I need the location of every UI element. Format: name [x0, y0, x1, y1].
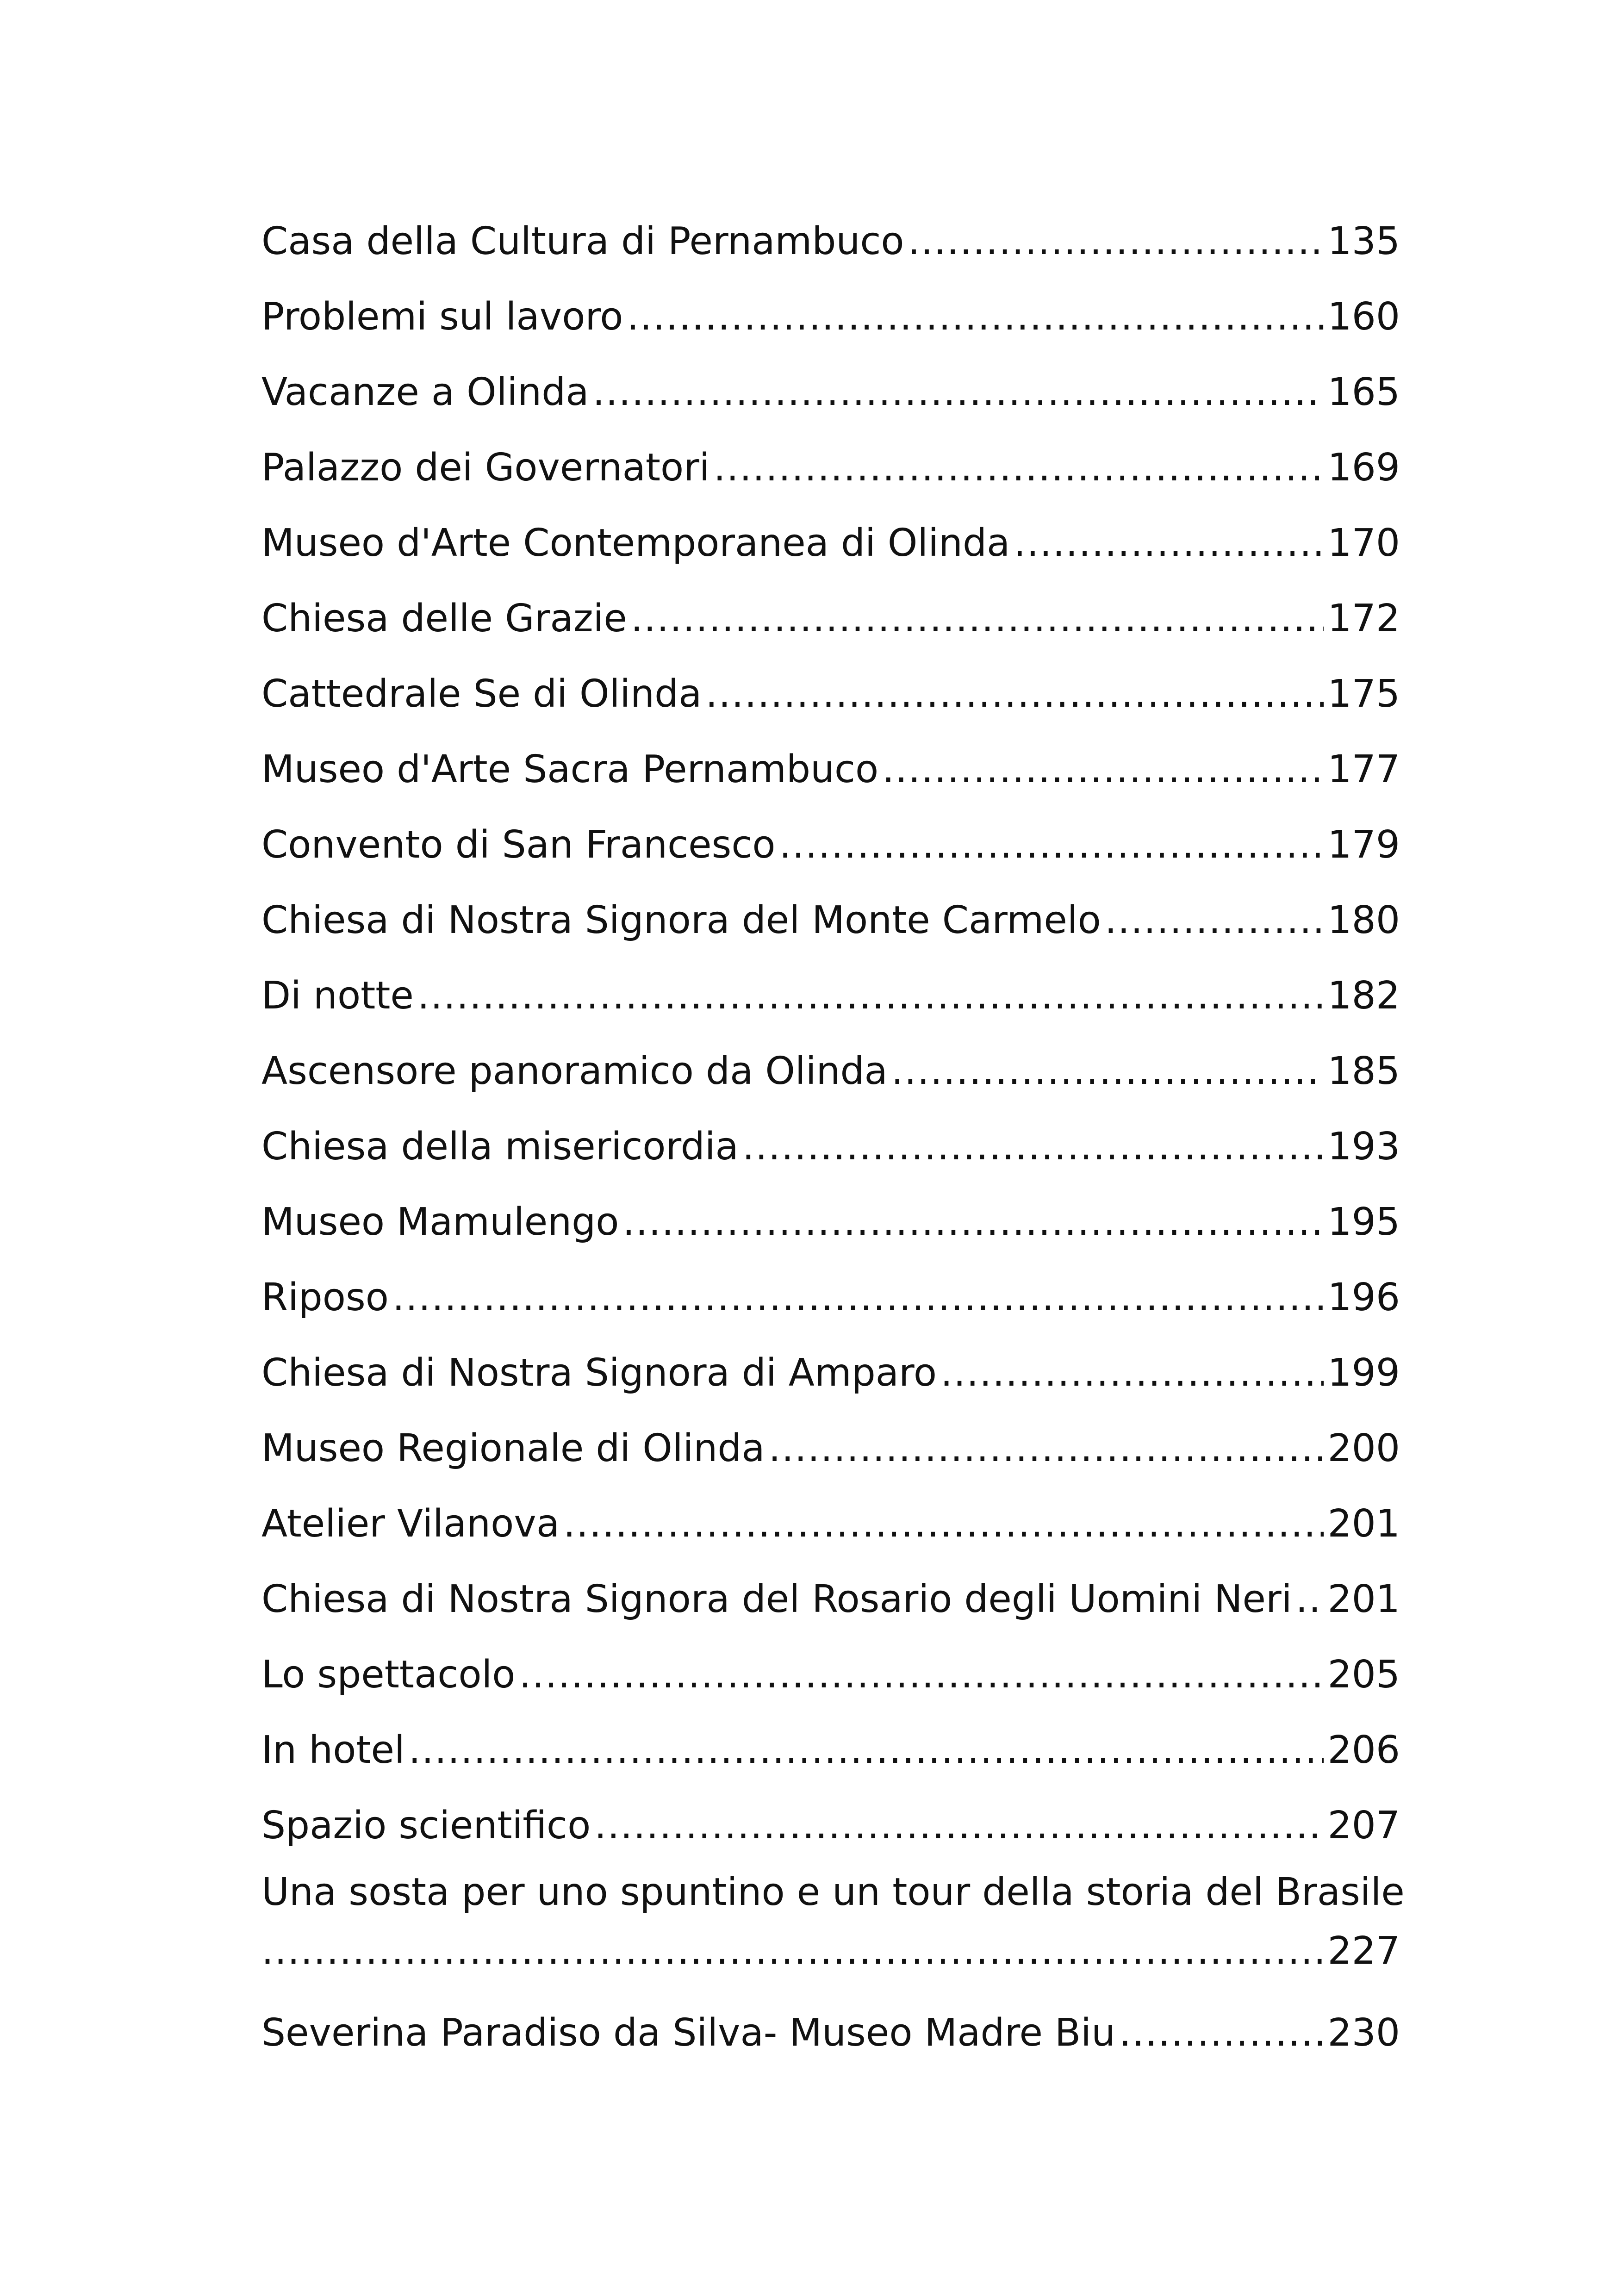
dot-leader — [1105, 883, 1324, 958]
toc-entry-page-number: 172 — [1327, 597, 1400, 641]
toc-entry-title: Casa della Cultura di Pernambuco — [261, 219, 904, 263]
toc-entry-page-number: 227 — [1327, 1929, 1400, 1973]
dot-leader — [779, 807, 1324, 883]
toc-entry-title: Museo d'Arte Contemporanea di Olinda — [261, 521, 1010, 565]
toc-entry — [261, 581, 1400, 656]
toc-entry — [261, 1995, 1400, 2071]
toc-entry — [261, 1109, 1400, 1184]
toc-entry-leader-line — [261, 1921, 1400, 1995]
toc-entry — [261, 1184, 1400, 1260]
toc-entry-page-number: 199 — [1327, 1351, 1400, 1395]
toc-entry-title: Chiesa di Nostra Signora del Rosario degli Uomini Neri — [261, 1577, 1292, 1621]
toc-entry-page-number: 182 — [1327, 974, 1400, 1018]
toc-entry-page-number: 207 — [1327, 1804, 1400, 1848]
dot-leader — [705, 656, 1324, 732]
toc-entry-title: Atelier Vilanova — [261, 1502, 560, 1546]
toc-entry-title: Cattedrale Se di Olinda — [261, 672, 702, 716]
toc-entry-page-number: 206 — [1327, 1728, 1400, 1772]
toc-entry-title: Problemi sul lavoro — [261, 295, 623, 339]
toc-entry-title: Chiesa delle Grazie — [261, 597, 627, 641]
toc-entry — [261, 204, 1400, 279]
toc-entry — [261, 656, 1400, 732]
toc-entry-page-number: 205 — [1327, 1653, 1400, 1697]
toc-entry — [261, 1411, 1400, 1486]
dot-leader — [1296, 1562, 1324, 1637]
toc-entry-title: In hotel — [261, 1728, 405, 1772]
toc-entry — [261, 1260, 1400, 1335]
dot-leader — [627, 279, 1324, 355]
dot-leader — [417, 958, 1324, 1033]
toc-entry — [261, 958, 1400, 1033]
dot-leader — [882, 732, 1324, 807]
toc-entry — [261, 1863, 1405, 1995]
toc-entry-title: Museo d'Arte Sacra Pernambuco — [261, 747, 879, 791]
dot-leader — [392, 1260, 1324, 1335]
dot-leader — [409, 1712, 1324, 1788]
toc-entry — [261, 505, 1400, 581]
toc-entry-page-number: 165 — [1327, 370, 1400, 414]
toc-entry-page-number: 201 — [1327, 1577, 1400, 1621]
dot-leader — [519, 1637, 1324, 1712]
toc-entry-page-number: 175 — [1327, 672, 1400, 716]
toc-entry-title: Riposo — [261, 1276, 389, 1319]
toc-entry-title: Lo spettacolo — [261, 1653, 516, 1697]
dot-leader — [1119, 1995, 1324, 2071]
toc-entry — [261, 1486, 1400, 1562]
toc-entry-title: Di notte — [261, 974, 414, 1018]
toc-entry — [261, 279, 1400, 355]
toc-entry-title: Chiesa della misericordia — [261, 1125, 739, 1169]
dot-leader — [908, 204, 1324, 279]
dot-leader — [891, 1033, 1324, 1109]
toc-entry — [261, 1788, 1400, 1863]
toc-entry-page-number: 201 — [1327, 1502, 1400, 1546]
dot-leader — [593, 355, 1324, 430]
toc-entry — [261, 1335, 1400, 1411]
dot-leader — [940, 1335, 1324, 1411]
toc-entry-page-number: 230 — [1327, 2011, 1400, 2055]
toc-entry-title: Spazio scientifico — [261, 1804, 591, 1848]
toc-entry-title: Ascensore panoramico da Olinda — [261, 1049, 888, 1093]
toc-entry-page-number: 179 — [1327, 823, 1400, 867]
toc-entry-page-number: 170 — [1327, 521, 1400, 565]
toc-entry-title: Chiesa di Nostra Signora del Monte Carmelo — [261, 898, 1101, 942]
toc-entry — [261, 732, 1400, 807]
toc-entry — [261, 355, 1400, 430]
toc-entry — [261, 1562, 1400, 1637]
dot-leader — [769, 1411, 1324, 1486]
toc-entry — [261, 430, 1400, 505]
toc-entry-page-number: 169 — [1327, 446, 1400, 490]
toc-entry-page-number: 185 — [1327, 1049, 1400, 1093]
toc-entry-page-number: 177 — [1327, 747, 1400, 791]
toc-entry-page-number: 196 — [1327, 1276, 1400, 1319]
toc-entry-page-number: 195 — [1327, 1200, 1400, 1244]
toc-entry-title: Museo Mamulengo — [261, 1200, 619, 1244]
toc-entry-title: Museo Regionale di Olinda — [261, 1426, 765, 1470]
toc-entry-title: Severina Paradiso da Silva- Museo Madre Biu — [261, 2011, 1116, 2055]
dot-leader — [594, 1788, 1324, 1863]
toc-entry — [261, 1637, 1400, 1712]
toc-entry — [261, 1712, 1400, 1788]
toc-entry-page-number: 180 — [1327, 898, 1400, 942]
toc-entry-page-number: 193 — [1327, 1125, 1400, 1169]
dot-leader — [714, 430, 1324, 505]
table-of-contents — [261, 204, 1405, 2071]
dot-leader — [622, 1184, 1324, 1260]
toc-entry — [261, 1033, 1400, 1109]
toc-entry-title: Una sosta per uno spuntino e un tour della storia del Brasile — [261, 1870, 1405, 1914]
dot-leader — [631, 581, 1324, 656]
toc-entry-page-number: 160 — [1327, 295, 1400, 339]
toc-entry-title: Chiesa di Nostra Signora di Amparo — [261, 1351, 937, 1395]
toc-entry-page-number: 200 — [1327, 1426, 1400, 1470]
dot-leader — [261, 1921, 1324, 1981]
dot-leader — [1014, 505, 1324, 581]
dot-leader — [742, 1109, 1324, 1184]
toc-entry — [261, 807, 1400, 883]
toc-entry-title: Convento di San Francesco — [261, 823, 776, 867]
toc-entry-page-number: 135 — [1327, 219, 1400, 263]
dot-leader — [563, 1486, 1324, 1562]
toc-entry-title: Vacanze a Olinda — [261, 370, 589, 414]
toc-entry — [261, 883, 1400, 958]
toc-entry-title: Palazzo dei Governatori — [261, 446, 710, 490]
